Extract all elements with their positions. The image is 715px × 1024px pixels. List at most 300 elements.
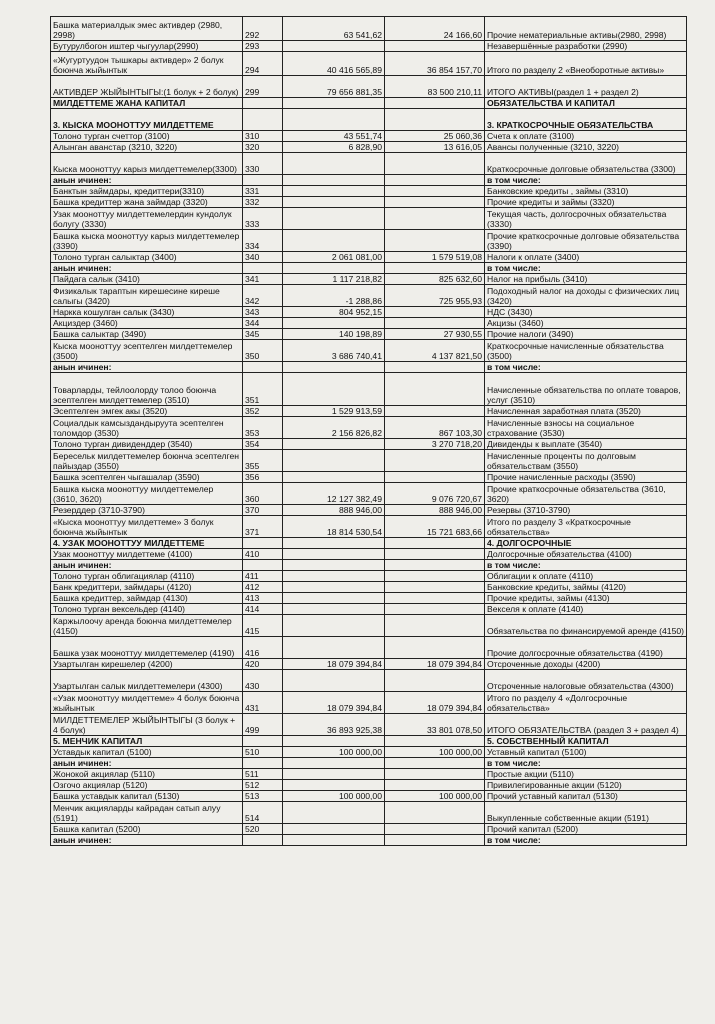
table-row [51,560,687,571]
value-start-of-period [385,450,485,472]
value-start-of-period [385,153,485,175]
row-label-ru: Начисленная заработная плата (3520) [485,406,687,417]
value-end-of-period: 18 079 394,84 [283,692,385,714]
row-code: 431 [243,692,283,714]
row-code: 340 [243,252,283,263]
table-row [51,274,687,285]
row-label-ru: Счета к оплате (3100) [485,131,687,142]
row-code: 330 [243,153,283,175]
value-start-of-period [385,263,485,274]
table-row [51,582,687,593]
row-label-kg: Толоно турган счеттор (3100) [51,131,243,142]
value-end-of-period [283,835,385,846]
row-label-kg: 3. КЫСКА МООНОТТУУ МИЛДЕТТЕМЕ [51,109,243,131]
value-start-of-period [385,637,485,659]
value-start-of-period: 18 079 394,84 [385,659,485,670]
row-label-kg: МИЛДЕТТЕМЕ ЖАНА КАПИТАЛ [51,98,243,109]
value-end-of-period: 1 529 913,59 [283,406,385,417]
value-end-of-period: 100 000,00 [283,747,385,758]
table-row [51,450,687,472]
table-row [51,604,687,615]
value-start-of-period: 3 270 718,20 [385,439,485,450]
row-code [243,538,283,549]
row-label-kg: Банктын займдары, кредиттери(3310) [51,186,243,197]
row-code: 520 [243,824,283,835]
row-label-kg: «Узак мооноттуу милдеттеме» 4 болук боюнча жыйынтык [51,692,243,714]
table-row [51,758,687,769]
row-label-ru: Налог на прибыль (3410) [485,274,687,285]
row-code: 430 [243,670,283,692]
row-label-ru: Прочие долгосрочные обязательства (4190) [485,637,687,659]
value-end-of-period [283,736,385,747]
row-code: 371 [243,516,283,538]
row-label-ru: Уставный капитал (5100) [485,747,687,758]
value-end-of-period: 6 828,90 [283,142,385,153]
row-code: 332 [243,197,283,208]
table-row [51,17,687,41]
value-end-of-period [283,769,385,780]
row-label-kg: «Кыска мооноттуу милдеттеме» 3 болук боюнча жыйынтык [51,516,243,538]
value-end-of-period: 2 156 826,82 [283,417,385,439]
value-start-of-period [385,175,485,186]
value-end-of-period [283,175,385,186]
row-label-kg: Бересельк милдеттемелер боюнча эсептелген пайыздар (3550) [51,450,243,472]
row-label-ru: Прочий уставный капитал (5130) [485,791,687,802]
row-label-ru: Прочие краткосрочные обязательства (3610, 3620) [485,483,687,505]
value-start-of-period [385,41,485,52]
table-row [51,76,687,98]
value-end-of-period [283,758,385,769]
table-row [51,252,687,263]
row-code: 320 [243,142,283,153]
row-label-kg: Менчик акцияларды кайрадан сатып алуу (5191) [51,802,243,824]
row-code: 355 [243,450,283,472]
row-label-ru: ИТОГО АКТИВЫ(раздел 1 + раздел 2) [485,76,687,98]
value-end-of-period [283,208,385,230]
row-label-kg: Алынган аванстар (3210, 3220) [51,142,243,153]
value-end-of-period [283,593,385,604]
row-code: 351 [243,373,283,406]
row-label-kg: Башка кыска мооноттуу милдеттемелер (3610, 3620) [51,483,243,505]
value-start-of-period [385,835,485,846]
value-start-of-period [385,736,485,747]
table-row [51,571,687,582]
row-code [243,362,283,373]
table-row [51,109,687,131]
value-start-of-period [385,472,485,483]
value-end-of-period [283,571,385,582]
row-label-kg: «Жугуртуудон тышкары активдер» 2 болук боюнча жыйынтык [51,52,243,76]
row-code: 415 [243,615,283,637]
row-label-ru: в том числе: [485,835,687,846]
row-code [243,175,283,186]
table-row [51,692,687,714]
row-label-kg: Башка материалдык эмес активдер (2980, 2998) [51,17,243,41]
value-end-of-period: -1 288,86 [283,285,385,307]
value-end-of-period: 40 416 565,89 [283,52,385,76]
row-label-ru: НДС (3430) [485,307,687,318]
row-code [243,736,283,747]
value-start-of-period [385,670,485,692]
table-row [51,593,687,604]
row-label-kg: Узак мооноттуу милдеттеме (4100) [51,549,243,560]
row-label-kg: Башка уставдык капитал (5130) [51,791,243,802]
value-start-of-period [385,582,485,593]
value-start-of-period [385,186,485,197]
value-end-of-period [283,98,385,109]
row-code: 511 [243,769,283,780]
value-start-of-period [385,318,485,329]
row-label-kg: Башка кыска мооноттуу карыз милдеттемелер (3390) [51,230,243,252]
table-row [51,637,687,659]
value-end-of-period: 1 117 218,82 [283,274,385,285]
row-label-kg: Узартылган салык милдеттемелери (4300) [51,670,243,692]
table-row [51,736,687,747]
row-label-ru: Банковские кредиты , займы (3310) [485,186,687,197]
table-row [51,186,687,197]
value-end-of-period: 12 127 382,49 [283,483,385,505]
value-end-of-period [283,439,385,450]
row-code: 410 [243,549,283,560]
value-start-of-period [385,197,485,208]
value-start-of-period [385,560,485,571]
value-start-of-period [385,604,485,615]
value-start-of-period [385,549,485,560]
value-start-of-period: 24 166,60 [385,17,485,41]
table-row [51,98,687,109]
table-row [51,406,687,417]
value-start-of-period [385,362,485,373]
table-row [51,197,687,208]
value-start-of-period: 13 616,05 [385,142,485,153]
row-label-ru: Дивиденды к выплате (3540) [485,439,687,450]
row-code: 350 [243,340,283,362]
value-end-of-period: 18 079 394,84 [283,659,385,670]
value-end-of-period [283,230,385,252]
row-label-ru: Прочие краткосрочные долговые обязательства (3390) [485,230,687,252]
row-label-ru: Текущая часть, долгосрочных обязательства (3330) [485,208,687,230]
value-end-of-period [283,450,385,472]
value-end-of-period: 888 946,00 [283,505,385,516]
row-code [243,758,283,769]
value-end-of-period: 18 814 530,54 [283,516,385,538]
row-code: 412 [243,582,283,593]
row-code: 293 [243,41,283,52]
row-code: 292 [243,17,283,41]
value-end-of-period [283,197,385,208]
value-start-of-period: 888 946,00 [385,505,485,516]
row-label-ru: Прочие кредиты, займы (4130) [485,593,687,604]
row-label-kg: Физикалык тараптын кирешесине киреше салыгы (3420) [51,285,243,307]
row-label-kg: Акциздер (3460) [51,318,243,329]
row-label-ru: 3. КРАТКОСРОЧНЫЕ ОБЯЗАТЕЛЬСТВА [485,109,687,131]
row-label-ru: Акцизы (3460) [485,318,687,329]
row-code: 360 [243,483,283,505]
table-row [51,670,687,692]
row-code: 345 [243,329,283,340]
row-label-kg: Товарларды, тейлоолорду толоо боюнча эсептелген милдеттемелер (3510) [51,373,243,406]
value-start-of-period [385,406,485,417]
row-label-ru: Начисленные обязательства по оплате товаров, услуг (3510) [485,373,687,406]
row-label-kg: 5. МЕНЧИК КАПИТАЛ [51,736,243,747]
table-row [51,714,687,736]
row-code: 352 [243,406,283,417]
value-start-of-period: 33 801 078,50 [385,714,485,736]
row-code [243,98,283,109]
value-end-of-period [283,582,385,593]
row-label-kg: Социалдык камсыздандыруута эсептелген толомдор (3530) [51,417,243,439]
row-label-kg: Озгочо акциялар (5120) [51,780,243,791]
value-start-of-period: 25 060,36 [385,131,485,142]
balance-sheet-rows [51,17,687,846]
table-row [51,483,687,505]
table-row [51,373,687,406]
row-code: 414 [243,604,283,615]
row-label-ru: Прочие налоги (3490) [485,329,687,340]
value-end-of-period [283,186,385,197]
table-row [51,175,687,186]
row-label-kg: Башка узак мооноттуу милдеттемелер (4190) [51,637,243,659]
row-code: 370 [243,505,283,516]
row-code: 514 [243,802,283,824]
value-end-of-period [283,670,385,692]
table-row [51,329,687,340]
row-label-ru: ИТОГО ОБЯЗАТЕЛЬСТВА (раздел 3 + раздел 4) [485,714,687,736]
value-end-of-period: 43 551,74 [283,131,385,142]
row-label-ru: Итого по разделу 4 «Долгосрочные обязательства» [485,692,687,714]
table-row [51,780,687,791]
value-end-of-period [283,263,385,274]
value-start-of-period [385,538,485,549]
table-row [51,538,687,549]
row-label-ru: Краткосрочные долговые обязательства (3300) [485,153,687,175]
row-label-ru: Незавершённые разработки (2990) [485,41,687,52]
value-start-of-period [385,824,485,835]
table-row [51,263,687,274]
table-row [51,505,687,516]
row-code [243,263,283,274]
row-code [243,835,283,846]
row-code: 344 [243,318,283,329]
row-label-ru: Простые акции (5110) [485,769,687,780]
table-row [51,230,687,252]
row-code: 342 [243,285,283,307]
row-label-ru: в том числе: [485,758,687,769]
row-code: 512 [243,780,283,791]
row-code: 343 [243,307,283,318]
table-row [51,835,687,846]
table-row [51,340,687,362]
value-start-of-period: 4 137 821,50 [385,340,485,362]
row-label-ru: Итого по разделу 3 «Краткосрочные обязательства» [485,516,687,538]
table-row [51,791,687,802]
row-label-ru: Подоходный налог на доходы с физических лиц (3420) [485,285,687,307]
row-label-kg: 4. УЗАК МООНОТТУУ МИЛДЕТТЕМЕ [51,538,243,549]
row-label-ru: Авансы полученные (3210, 3220) [485,142,687,153]
value-start-of-period [385,373,485,406]
row-label-ru: Прочие начисленные расходы (3590) [485,472,687,483]
row-label-kg: анын ичинен: [51,263,243,274]
table-row [51,307,687,318]
row-code: 331 [243,186,283,197]
row-label-ru: Облигации к оплате (4110) [485,571,687,582]
value-end-of-period: 79 656 881,35 [283,76,385,98]
value-start-of-period [385,230,485,252]
value-start-of-period: 725 955,93 [385,285,485,307]
row-code [243,560,283,571]
row-label-ru: в том числе: [485,175,687,186]
row-label-ru: Долгосрочные обязательства (4100) [485,549,687,560]
row-label-ru: Отсроченные налоговые обязательства (4300) [485,670,687,692]
value-start-of-period: 825 632,60 [385,274,485,285]
row-label-kg: Уставдык капитал (5100) [51,747,243,758]
row-code: 341 [243,274,283,285]
row-code: 411 [243,571,283,582]
row-label-ru: Обязательства по финансируемой аренде (4150) [485,615,687,637]
row-label-ru: Векселя к оплате (4140) [485,604,687,615]
value-start-of-period [385,307,485,318]
value-end-of-period [283,41,385,52]
table-row [51,208,687,230]
table-row [51,362,687,373]
value-end-of-period: 2 061 081,00 [283,252,385,263]
row-label-kg: анын ичинен: [51,175,243,186]
row-label-ru: ОБЯЗАТЕЛЬСТВА И КАПИТАЛ [485,98,687,109]
row-label-kg: анын ичинен: [51,560,243,571]
row-label-kg: Толоно турган дивиденддер (3540) [51,439,243,450]
value-end-of-period [283,802,385,824]
row-code: 510 [243,747,283,758]
value-end-of-period: 100 000,00 [283,791,385,802]
row-label-ru: Начисленные взносы на социальное страхование (3530) [485,417,687,439]
value-end-of-period [283,604,385,615]
table-row [51,417,687,439]
row-label-ru: Банковские кредиты, займы (4120) [485,582,687,593]
value-start-of-period [385,780,485,791]
row-label-kg: Резерддер (3710-3790) [51,505,243,516]
value-start-of-period: 100 000,00 [385,747,485,758]
value-end-of-period [283,560,385,571]
value-start-of-period [385,98,485,109]
row-code: 354 [243,439,283,450]
row-label-ru: Налоги к оплате (3400) [485,252,687,263]
row-label-kg: Жонокой акциялар (5110) [51,769,243,780]
row-label-ru: в том числе: [485,560,687,571]
row-label-kg: Башка кредиттер, займдар (4130) [51,593,243,604]
row-label-ru: Прочие кредиты и займы (3320) [485,197,687,208]
row-code: 294 [243,52,283,76]
row-label-ru: в том числе: [485,263,687,274]
value-end-of-period [283,824,385,835]
row-label-kg: Башка эсептелген чыгашалар (3590) [51,472,243,483]
value-start-of-period: 15 721 683,66 [385,516,485,538]
row-label-kg: анын ичинен: [51,758,243,769]
value-end-of-period [283,373,385,406]
row-label-kg: Бутурулбогон иштер чыгуулар(2990) [51,41,243,52]
table-row [51,747,687,758]
value-start-of-period [385,593,485,604]
value-end-of-period [283,615,385,637]
row-label-kg: Кыска мооноттуу карыз милдеттемелер(3300) [51,153,243,175]
row-label-kg: Башка капитал (5200) [51,824,243,835]
row-label-kg: Башка салыктар (3490) [51,329,243,340]
value-start-of-period: 1 579 519,08 [385,252,485,263]
value-start-of-period [385,615,485,637]
value-end-of-period [283,109,385,131]
row-label-ru: Начисленные проценты по долговым обязательствам (3550) [485,450,687,472]
value-end-of-period [283,549,385,560]
value-start-of-period [385,758,485,769]
row-label-ru: Отсроченные доходы (4200) [485,659,687,670]
value-end-of-period [283,362,385,373]
value-end-of-period: 140 198,89 [283,329,385,340]
row-code: 513 [243,791,283,802]
row-label-kg: Башка кредиттер жана займдар (3320) [51,197,243,208]
table-row [51,153,687,175]
value-end-of-period: 63 541,62 [283,17,385,41]
value-start-of-period: 100 000,00 [385,791,485,802]
row-label-kg: Пайдага салык (3410) [51,274,243,285]
row-label-ru: 5. СОБСТВЕННЫЙ КАПИТАЛ [485,736,687,747]
row-label-ru: Резервы (3710-3790) [485,505,687,516]
table-row [51,659,687,670]
value-start-of-period: 83 500 210,11 [385,76,485,98]
value-start-of-period [385,571,485,582]
row-label-kg: анын ичинен: [51,362,243,373]
row-label-kg: Эсептелген эмгек акы (3520) [51,406,243,417]
row-label-kg: Толоно турган салыктар (3400) [51,252,243,263]
row-label-ru: 4. ДОЛГОСРОЧНЫЕ [485,538,687,549]
table-row [51,802,687,824]
table-row [51,516,687,538]
row-label-ru: Итого по разделу 2 «Внеоборотные активы» [485,52,687,76]
row-code: 310 [243,131,283,142]
row-label-kg: анын ичинен: [51,835,243,846]
row-label-ru: Выкупленные собственные акции (5191) [485,802,687,824]
value-start-of-period [385,109,485,131]
table-row [51,52,687,76]
table-row [51,41,687,52]
row-code: 299 [243,76,283,98]
value-end-of-period: 36 893 925,38 [283,714,385,736]
row-label-kg: Каржылоочу аренда боюнча милдеттемелер (4150) [51,615,243,637]
row-label-kg: Наркка кошулган салык (3430) [51,307,243,318]
value-end-of-period [283,318,385,329]
row-label-kg: Узартылган кирешелер (4200) [51,659,243,670]
row-code: 416 [243,637,283,659]
row-code: 499 [243,714,283,736]
table-row [51,131,687,142]
value-start-of-period: 18 079 394,84 [385,692,485,714]
table-row [51,549,687,560]
row-label-kg: Банк кредиттери, займдары (4120) [51,582,243,593]
value-end-of-period: 804 952,15 [283,307,385,318]
balance-sheet-table [50,16,687,846]
row-code: 353 [243,417,283,439]
value-start-of-period: 27 930,55 [385,329,485,340]
table-row [51,142,687,153]
table-row [51,318,687,329]
value-start-of-period [385,208,485,230]
value-start-of-period: 9 076 720,67 [385,483,485,505]
value-end-of-period [283,538,385,549]
table-row [51,824,687,835]
value-end-of-period [283,153,385,175]
row-code: 420 [243,659,283,670]
value-start-of-period [385,802,485,824]
table-row [51,472,687,483]
row-label-ru: Привилегированные акции (5120) [485,780,687,791]
